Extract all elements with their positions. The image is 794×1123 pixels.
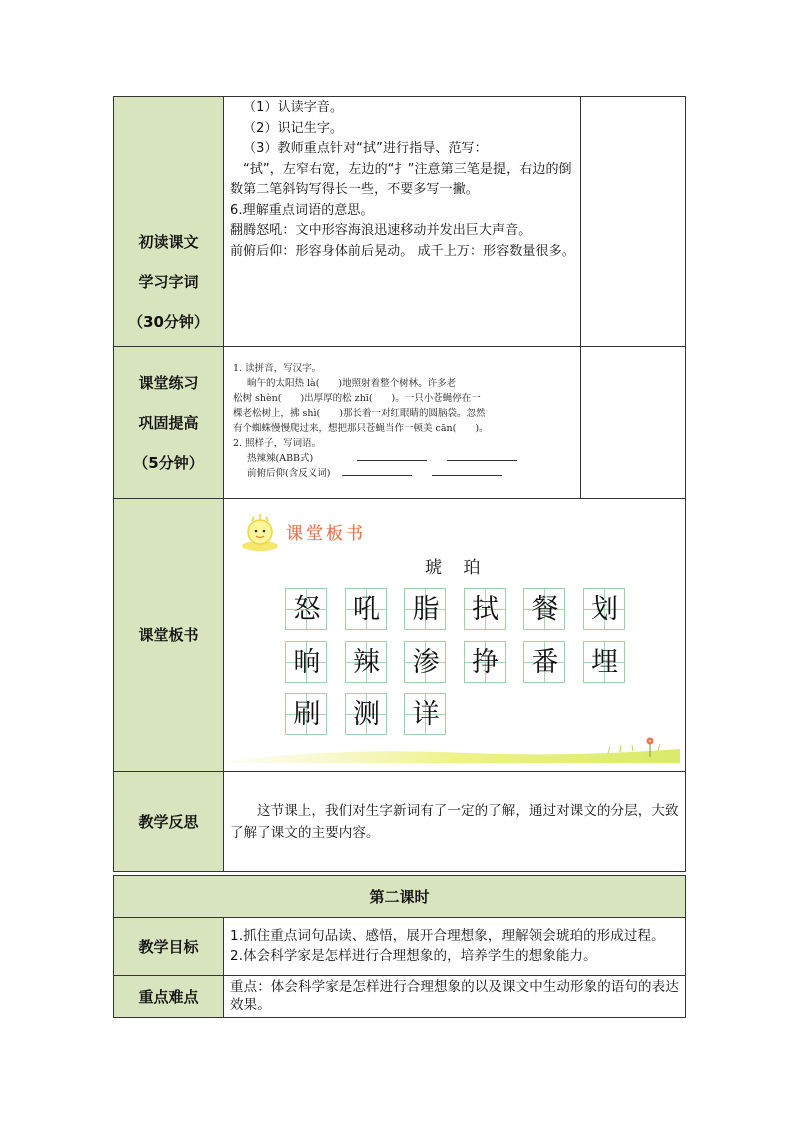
practice-notes — [581, 347, 686, 499]
board-character-cell — [583, 641, 625, 683]
board-character: 刷 — [293, 699, 321, 730]
board-character-cell — [345, 693, 387, 735]
practice-header-line: 课堂练习 — [138, 373, 199, 392]
row-practice — [114, 347, 686, 499]
board-header — [114, 499, 224, 772]
reading-line: （2）识记生字。 — [243, 120, 344, 136]
reflection-text: 这节课上，我们对生字新词有了一定的了解，通过对课文的分层，大致了解了课文的主要内容。 — [230, 802, 679, 841]
row-key — [114, 976, 686, 1018]
board-character: 拭 — [472, 594, 499, 625]
row-goals — [114, 918, 686, 976]
row-reading — [114, 97, 686, 347]
exercise-antonym-label: 前俯后仰(含反义词) — [247, 468, 331, 479]
exercise-line: 松树 shèn( )出厚厚的松 zhī( )。一只小苍蝇停在一 — [233, 393, 481, 404]
row-lesson2-title — [114, 876, 686, 918]
answer-blank[interactable] — [432, 467, 502, 476]
lesson2-title — [114, 876, 686, 918]
key-content — [224, 976, 686, 1018]
board-character-cell — [404, 693, 446, 735]
board-character: 划 — [591, 594, 618, 625]
exercise-line-abb — [233, 451, 572, 466]
row-reflection — [114, 772, 686, 872]
board-character: 晌 — [293, 646, 321, 678]
board-character-cell — [345, 588, 387, 630]
board-header-label: 课堂板书 — [138, 626, 199, 644]
board-character: 脂 — [412, 594, 440, 625]
practice-header-line: （5分钟） — [133, 453, 204, 472]
key-text: 重点：体会科学家是怎样进行合理想象的以及课文中生动形象的语句的表达效果。 — [230, 979, 679, 1013]
goals-header — [114, 918, 224, 976]
practice-exercise — [224, 347, 581, 499]
board-title: 琥 珀 — [425, 558, 489, 578]
goal-item: 1.抓住重点词句品读、感悟，展开合理想象，理解领会琥珀的形成过程。 — [230, 927, 665, 944]
exercise-abb-label: 热辣辣(ABB式) — [247, 453, 314, 464]
reading-line: 前俯后仰：形容身体前后晃动。 成千上万：形容数量很多。 — [230, 243, 575, 259]
reflection-content — [224, 772, 686, 872]
board-character-cell — [523, 588, 565, 630]
grass-strip-decoration — [228, 733, 680, 763]
board-character-cell — [464, 641, 506, 683]
board-character: 吼 — [353, 594, 380, 625]
board-character-cell — [345, 641, 387, 683]
reading-line: 翻腾怒吼：文中形容海浪迅速移动并发出巨大声音。 — [230, 223, 532, 238]
key-header — [114, 976, 224, 1018]
reflection-header — [114, 772, 224, 872]
board-character: 埋 — [591, 646, 618, 678]
exercise-line: 1. 读拼音，写汉字。 — [233, 363, 322, 374]
reading-line: “拭”，左窄右宽，左边的“扌”注意第三笔是提，右边的倒数第二笔斜钩写得长一些，不要多写一撇。 — [230, 161, 572, 197]
board-character-cell — [404, 588, 446, 630]
board-character: 测 — [353, 699, 380, 730]
row-board — [114, 499, 686, 772]
reading-line: （3）教师重点针对“拭”进行指导、范写： — [243, 141, 488, 156]
board-character-cell — [285, 641, 327, 683]
board-character: 餐 — [531, 594, 559, 625]
board-character-cell — [285, 588, 327, 630]
goals-content — [224, 918, 686, 976]
board-character: 怒 — [293, 594, 321, 625]
board-character-cell — [285, 693, 327, 735]
board-character: 详 — [412, 699, 440, 730]
answer-blank[interactable] — [357, 452, 427, 461]
sun-mascot-icon — [238, 512, 284, 552]
reading-header-line: （30分钟） — [128, 312, 209, 331]
key-header-label: 重点难点 — [138, 988, 199, 1006]
reading-header — [114, 97, 224, 347]
board-character: 番 — [531, 646, 559, 678]
board-character-cell — [583, 588, 625, 630]
goals-header-label: 教学目标 — [138, 938, 199, 956]
reading-line: 6.理解重点词语的意思。 — [230, 202, 374, 218]
reading-content — [224, 97, 581, 347]
reading-header-line: 学习字词 — [138, 272, 199, 291]
reading-line: （1）认读字音。 — [243, 100, 344, 115]
exercise-line-antonym — [233, 466, 572, 481]
practice-header-line: 巩固提高 — [138, 413, 199, 432]
board-banner — [238, 512, 378, 552]
answer-blank[interactable] — [342, 467, 412, 476]
reading-notes — [581, 97, 686, 347]
board-banner-text: 课堂板书 — [286, 524, 366, 544]
practice-header — [114, 347, 224, 499]
exercise-line: 2. 照样子，写词语。 — [233, 438, 322, 449]
board-character: 辣 — [353, 646, 380, 678]
exercise-line: 棵老松树上，拂 shì( )那长着一对红眼睛的圆脑袋。忽然 — [233, 408, 486, 419]
exercise-line: 有个蜘蛛慢慢爬过来，想把那只苍蝇当作一顿美 cān( )。 — [233, 423, 489, 434]
exercise-line: 晌午的太阳热 là( )地照射着整个树林。许多老 — [247, 378, 457, 389]
reflection-header-label: 教学反思 — [138, 812, 199, 831]
board-character-cell — [464, 588, 506, 630]
board-character: 挣 — [472, 646, 499, 678]
answer-blank[interactable] — [447, 452, 517, 461]
board-character-cell — [404, 641, 446, 683]
board-character: 渗 — [412, 646, 440, 678]
lesson2-table — [113, 875, 686, 1018]
goal-item: 2.体会科学家是怎样进行合理想象的，培养学生的想象能力。 — [230, 948, 597, 964]
board-character-cell — [523, 641, 565, 683]
reading-header-line: 初读课文 — [138, 232, 199, 251]
lesson2-title-text: 第二课时 — [369, 888, 430, 906]
